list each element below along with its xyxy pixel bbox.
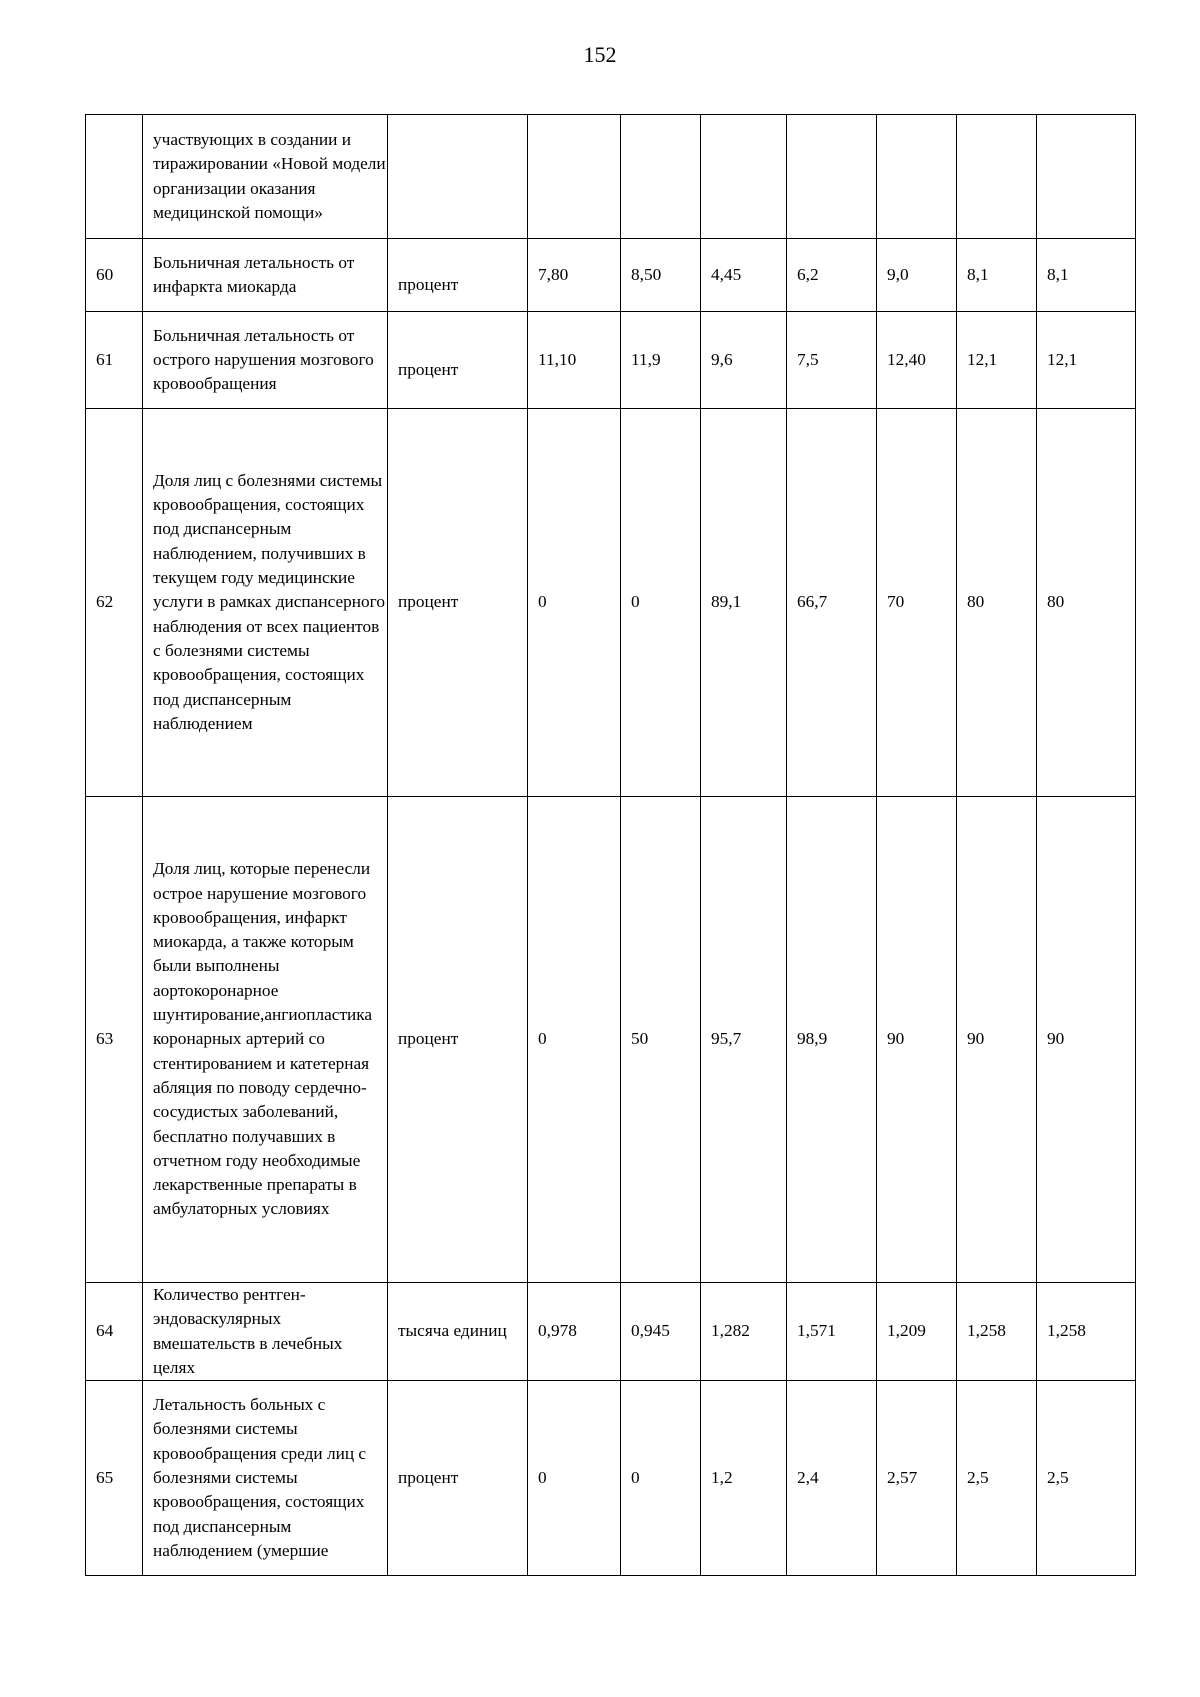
row-number (86, 115, 143, 239)
value-cell: 90 (1037, 797, 1136, 1283)
indicators-table (85, 114, 1136, 1576)
value-cell: 4,45 (701, 239, 787, 312)
row-description: Доля лиц с болезнями системы кровообращения, состоящих под диспансерным наблюдением, получивших в текущем году медицинские услуги в рамках диспансерного наблюдения от всех пациентов с болезнями системы кровообращения, состоящих под диспансерным наблюдением (143, 409, 388, 797)
row-unit: процент (388, 1381, 528, 1576)
row-description: участвующих в создании и тиражировании «Новой модели организации оказания медицинской помощи» (143, 115, 388, 239)
value-cell: 12,1 (1037, 312, 1136, 409)
value-cell: 89,1 (701, 409, 787, 797)
value-cell: 8,1 (957, 239, 1037, 312)
value-cell: 80 (957, 409, 1037, 797)
value-cell: 1,258 (957, 1283, 1037, 1381)
row-unit: тысяча единиц (388, 1283, 528, 1381)
row-number: 62 (86, 409, 143, 797)
value-cell: 2,5 (1037, 1381, 1136, 1576)
value-cell: 0,978 (528, 1283, 621, 1381)
row-description: Больничная летальность от острого нарушения мозгового кровообращения (143, 312, 388, 409)
value-cell: 12,1 (957, 312, 1037, 409)
value-cell (528, 115, 621, 239)
table-row (86, 797, 1136, 1283)
value-cell: 95,7 (701, 797, 787, 1283)
value-cell: 7,80 (528, 239, 621, 312)
value-cell: 0 (621, 1381, 701, 1576)
value-cell: 11,10 (528, 312, 621, 409)
value-cell: 1,209 (877, 1283, 957, 1381)
value-cell: 0 (528, 797, 621, 1283)
value-cell: 9,0 (877, 239, 957, 312)
value-cell (877, 115, 957, 239)
value-cell: 0 (528, 409, 621, 797)
value-cell: 66,7 (787, 409, 877, 797)
value-cell: 9,6 (701, 312, 787, 409)
value-cell: 70 (877, 409, 957, 797)
value-cell: 1,282 (701, 1283, 787, 1381)
row-number: 63 (86, 797, 143, 1283)
value-cell: 1,571 (787, 1283, 877, 1381)
value-cell: 90 (957, 797, 1037, 1283)
row-unit: процент (398, 274, 459, 294)
value-cell: 90 (877, 797, 957, 1283)
row-unit: процент (388, 409, 528, 797)
value-cell: 7,5 (787, 312, 877, 409)
table-row (86, 312, 1136, 409)
value-cell (701, 115, 787, 239)
value-cell (621, 115, 701, 239)
value-cell (1037, 115, 1136, 239)
value-cell: 6,2 (787, 239, 877, 312)
row-unit: процент (388, 797, 528, 1283)
value-cell: 1,2 (701, 1381, 787, 1576)
row-unit (388, 115, 528, 239)
value-cell: 11,9 (621, 312, 701, 409)
row-number: 60 (86, 239, 143, 312)
value-cell: 0 (621, 409, 701, 797)
row-number: 61 (86, 312, 143, 409)
row-description: Больничная летальность от инфаркта миокарда (143, 239, 388, 312)
row-unit: процент (398, 359, 459, 379)
value-cell: 0,945 (621, 1283, 701, 1381)
table-row (86, 1283, 1136, 1381)
row-number: 65 (86, 1381, 143, 1576)
row-number: 64 (86, 1283, 143, 1381)
row-description: Доля лиц, которые перенесли острое нарушение мозгового кровообращения, инфаркт миокарда, а также которым были выполнены аортокоронарное шунтирование,ангиопластика коронарных артерий со стентированием и катетерная абляция по поводу сердечно-сосудистых заболеваний, бесплатно получавших в отчетном году необходимые лекарственные препараты в амбулаторных условиях (143, 797, 388, 1283)
value-cell: 12,40 (877, 312, 957, 409)
value-cell: 1,258 (1037, 1283, 1136, 1381)
row-description: Летальность больных с болезнями системы кровообращения среди лиц с болезнями системы кровообращения, состоящих под диспансерным наблюдением (умершие (143, 1381, 388, 1576)
value-cell (787, 115, 877, 239)
table-row (86, 409, 1136, 797)
value-cell (957, 115, 1037, 239)
value-cell: 0 (528, 1381, 621, 1576)
value-cell: 2,5 (957, 1381, 1037, 1576)
table-row (86, 239, 1136, 312)
row-description: Количество рентген-эндоваскулярных вмешательств в лечебных целях (143, 1283, 388, 1381)
value-cell: 50 (621, 797, 701, 1283)
value-cell: 2,4 (787, 1381, 877, 1576)
value-cell: 8,50 (621, 239, 701, 312)
value-cell: 8,1 (1037, 239, 1136, 312)
table-row (86, 115, 1136, 239)
value-cell: 80 (1037, 409, 1136, 797)
table-row (86, 1381, 1136, 1576)
page-number: 152 (583, 42, 617, 67)
value-cell: 2,57 (877, 1381, 957, 1576)
value-cell: 98,9 (787, 797, 877, 1283)
